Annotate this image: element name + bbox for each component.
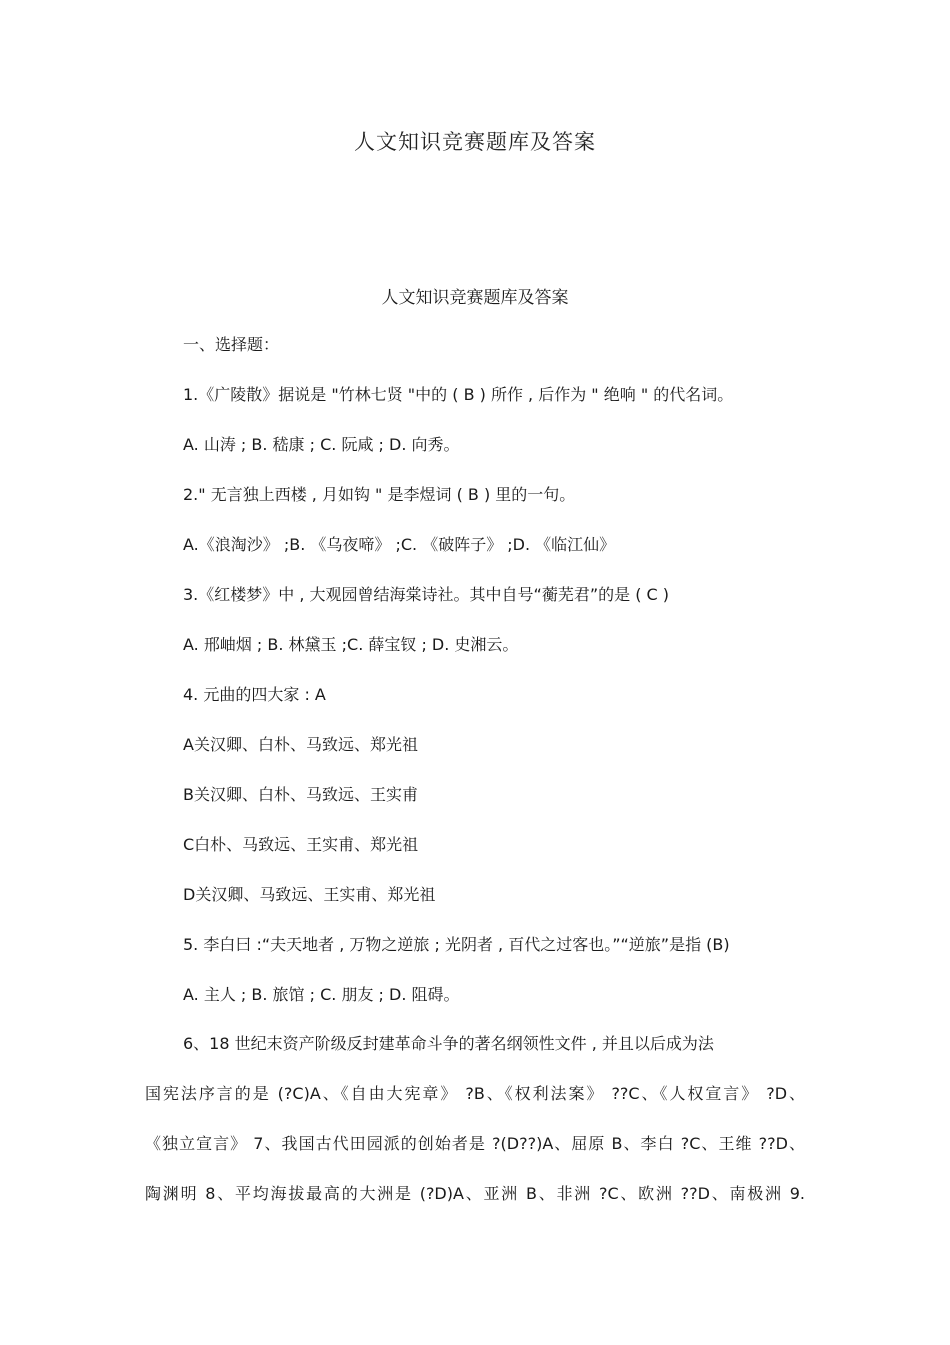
document-title: 人文知识竞赛题库及答案 — [354, 130, 596, 154]
question-2-options: A.《浪淘沙》 ;B. 《乌夜啼》 ;C. 《破阵子》 ;D. 《临江仙》 — [183, 535, 616, 554]
question-5: 5. 李白曰 :“夫天地者 , 万物之逆旅 ; 光阴者 , 百代之过客也。”“逆旅”是指 (B) — [183, 935, 730, 954]
document-subtitle: 人文知识竞赛题库及答案 — [381, 288, 569, 308]
question-4-option-b: B关汉卿、白朴、马致远、王实甫 — [183, 785, 418, 804]
question-3-options: A. 邢岫烟 ; B. 林黛玉 ;C. 薛宝钗 ; D. 史湘云。 — [183, 635, 519, 654]
question-6-line-2: 国宪法序言的是 (?C)A、《自由大宪章》 ?B、《权利法案》 ??C、《人权宣言》 ?D、 — [145, 1084, 805, 1103]
question-3: 3.《红楼梦》中 , 大观园曾结海棠诗社。其中自号“蘅芜君”的是 ( C ) — [183, 585, 670, 604]
question-6-line-1: 6、18 世纪末资产阶级反封建革命斗争的著名纲领性文件 , 并且以后成为法 — [183, 1034, 714, 1053]
question-1: 1.《广陵散》据说是 "竹林七贤 "中的 ( B ) 所作 , 后作为 " 绝响 " 的代名词。 — [183, 385, 734, 404]
question-4: 4. 元曲的四大家 : A — [183, 685, 326, 704]
question-4-option-c: C白朴、马致远、王实甫、郑光祖 — [183, 835, 419, 854]
question-4-option-a: A关汉卿、白朴、马致远、郑光祖 — [183, 735, 418, 754]
question-1-options: A. 山涛 ; B. 嵇康 ; C. 阮咸 ; D. 向秀。 — [183, 435, 460, 454]
question-4-option-d: D关汉卿、马致远、王实甫、郑光祖 — [183, 885, 436, 904]
section-heading: 一、选择题： — [183, 335, 280, 354]
question-8-line: 陶渊明 8、平均海拔最高的大洲是 (?D)A、亚洲 B、非洲 ?C、欧洲 ??D、南极洲 9. — [145, 1184, 805, 1203]
question-5-options: A. 主人 ; B. 旅馆 ; C. 朋友 ; D. 阻碍。 — [183, 985, 460, 1004]
question-7-line: 《独立宣言》 7、我国古代田园派的创始者是 ?(D??)A、屈原 B、李白 ?C、王维 ??D、 — [145, 1134, 805, 1153]
question-2: 2." 无言独上西楼 , 月如钩 " 是李煜词 ( B ) 里的一句。 — [183, 485, 576, 504]
